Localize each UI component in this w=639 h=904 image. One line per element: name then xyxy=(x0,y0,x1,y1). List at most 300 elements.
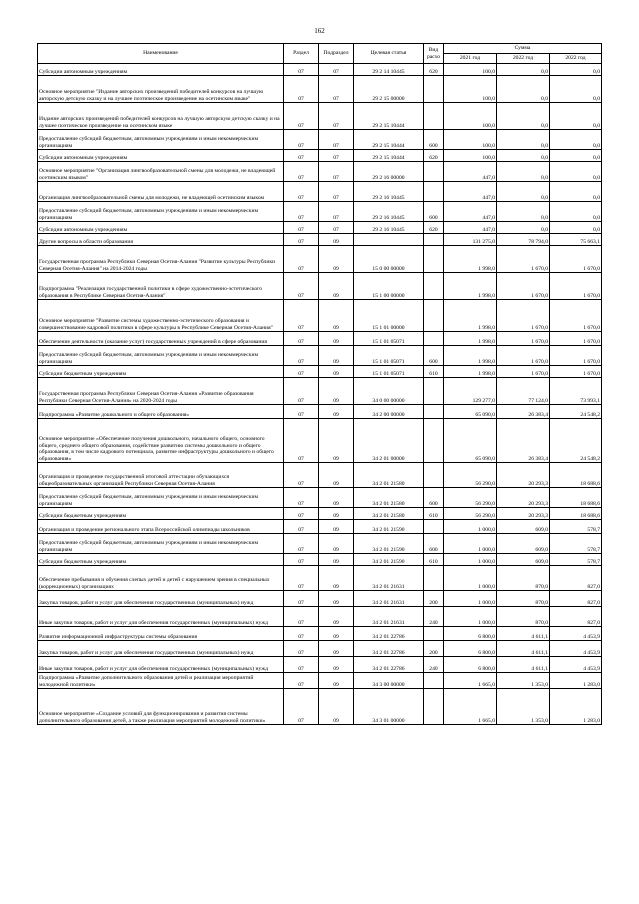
row-expense-type xyxy=(424,520,444,534)
row-sum-2022-b: 578,7 xyxy=(550,520,602,534)
row-sum-2021: 131 275,0 xyxy=(444,234,497,246)
row-sum-2021: 100,0 xyxy=(444,150,497,162)
row-sum-2021: 65 090,0 xyxy=(444,405,497,419)
row-sum-2022: 609,0 xyxy=(497,554,550,566)
row-section: 07 xyxy=(284,366,319,378)
row-expense-type: 620 xyxy=(424,150,444,162)
row-sum-2021: 6 800,0 xyxy=(444,657,497,673)
row-expense-type: 600 xyxy=(424,488,444,508)
row-name: Закупка товаров, работ и услуг для обеспечения государственных (муниципальных) нужд xyxy=(38,591,284,607)
row-sum-2021: 447,0 xyxy=(444,162,497,182)
row-sum-2021: 447,0 xyxy=(444,222,497,234)
table-row xyxy=(38,273,602,300)
row-sum-2022-b: 4 453,9 xyxy=(550,641,602,657)
row-expense-type xyxy=(424,234,444,246)
header-subsection: Подраздел xyxy=(319,44,354,64)
row-section: 07 xyxy=(284,641,319,657)
row-sum-2022: 0,0 xyxy=(497,64,550,76)
row-sum-2022: 0,0 xyxy=(497,150,550,162)
row-sum-2022-b: 0,0 xyxy=(550,162,602,182)
row-sum-2022-b: 75 663,1 xyxy=(550,234,602,246)
row-name: Организация лингвообразовательной смены для молодежи, не владеющей осетинским языком xyxy=(38,182,284,202)
row-section: 07 xyxy=(284,405,319,419)
row-section: 07 xyxy=(284,566,319,591)
row-name: Основное мероприятие «Создание условий для функционирования и развития системы дополнительного образования детей, а также реализация мероприятий молодежной политики» xyxy=(38,689,284,725)
row-section: 07 xyxy=(284,130,319,150)
row-sum-2022: 1 670,0 xyxy=(497,246,550,273)
row-sum-2022-b: 24 548,2 xyxy=(550,419,602,463)
row-target-article: 29 2 15 00000 xyxy=(354,76,424,103)
row-section: 07 xyxy=(284,534,319,554)
row-expense-type xyxy=(424,689,444,725)
table-row xyxy=(38,463,602,488)
row-name: Подпрограмма «Развитие дошкольного и общего образования» xyxy=(38,405,284,419)
row-sum-2022: 1 670,0 xyxy=(497,332,550,346)
row-subsection: 09 xyxy=(319,405,354,419)
row-sum-2022: 870,0 xyxy=(497,591,550,607)
row-target-article: 34 2 01 22786 xyxy=(354,627,424,641)
row-expense-type xyxy=(424,378,444,405)
row-target-article: 34 2 01 21631 xyxy=(354,566,424,591)
row-subsection: 07 xyxy=(319,76,354,103)
table-row xyxy=(38,419,602,463)
table-row xyxy=(38,488,602,508)
row-expense-type: 610 xyxy=(424,554,444,566)
row-subsection: 09 xyxy=(319,591,354,607)
row-section: 07 xyxy=(284,378,319,405)
row-section: 07 xyxy=(284,419,319,463)
row-section: 07 xyxy=(284,657,319,673)
row-expense-type: 600 xyxy=(424,346,444,366)
row-sum-2021: 100,0 xyxy=(444,103,497,130)
row-sum-2021: 1 000,0 xyxy=(444,591,497,607)
row-sum-2022-b: 73 993,1 xyxy=(550,378,602,405)
row-name: Организация и проведение регионального этапа Всероссийской олимпиады школьников xyxy=(38,520,284,534)
row-target-article: 15 1 01 05071 xyxy=(354,332,424,346)
row-target-article: 29 2 16 10445 xyxy=(354,222,424,234)
row-name: Предоставление субсидий бюджетным, автономным учреждениям и иным некоммерческим организациям xyxy=(38,130,284,150)
table-row xyxy=(38,607,602,627)
row-expense-type xyxy=(424,103,444,130)
row-sum-2022-b: 0,0 xyxy=(550,150,602,162)
row-sum-2022-b: 1 670,0 xyxy=(550,332,602,346)
row-subsection: 09 xyxy=(319,689,354,725)
row-sum-2022: 0,0 xyxy=(497,162,550,182)
row-subsection: 07 xyxy=(319,162,354,182)
table-row xyxy=(38,641,602,657)
row-sum-2022-b: 0,0 xyxy=(550,222,602,234)
row-sum-2021: 1 665,0 xyxy=(444,689,497,725)
row-sum-2022: 20 293,3 xyxy=(497,463,550,488)
row-sum-2022: 0,0 xyxy=(497,182,550,202)
row-sum-2021: 6 800,0 xyxy=(444,627,497,641)
row-section: 07 xyxy=(284,76,319,103)
table-row xyxy=(38,520,602,534)
row-name: Основное мероприятие "Издание авторских произведений победителей конкурсов на лучшую авторскую детскую сказку и на лучшее поэтическое произведение на осетинском языке" xyxy=(38,76,284,103)
row-subsection: 09 xyxy=(319,366,354,378)
row-expense-type xyxy=(424,463,444,488)
row-sum-2022-b: 18 688,6 xyxy=(550,508,602,520)
row-name: Субсидии автономным учреждениям xyxy=(38,64,284,76)
row-section: 07 xyxy=(284,202,319,222)
header-section: Раздел xyxy=(284,44,319,64)
table-row xyxy=(38,534,602,554)
row-subsection: 09 xyxy=(319,463,354,488)
row-subsection: 09 xyxy=(319,534,354,554)
row-section: 07 xyxy=(284,673,319,689)
row-expense-type xyxy=(424,300,444,332)
header-expense-type: Вид расхо xyxy=(424,44,444,64)
row-name: Государственная программа Республики Северная Осетия-Алания «Развитие образования Республики Северная Осетия-Алания» на 2020-2024 годы xyxy=(38,378,284,405)
row-subsection: 09 xyxy=(319,554,354,566)
row-target-article: 34 2 01 21590 xyxy=(354,534,424,554)
row-sum-2022: 0,0 xyxy=(497,103,550,130)
table-row xyxy=(38,591,602,607)
row-sum-2021: 129 277,0 xyxy=(444,378,497,405)
row-target-article: 15 1 01 05071 xyxy=(354,346,424,366)
row-sum-2022-b: 827,0 xyxy=(550,607,602,627)
row-section: 07 xyxy=(284,273,319,300)
table-row xyxy=(38,627,602,641)
table-row xyxy=(38,64,602,76)
row-sum-2022-b: 18 688,6 xyxy=(550,463,602,488)
table-row xyxy=(38,405,602,419)
row-subsection: 07 xyxy=(319,64,354,76)
row-target-article xyxy=(354,234,424,246)
row-sum-2021: 1 998,0 xyxy=(444,332,497,346)
table-row xyxy=(38,366,602,378)
row-expense-type: 200 xyxy=(424,641,444,657)
row-sum-2021: 1 998,0 xyxy=(444,273,497,300)
row-sum-2021: 1 000,0 xyxy=(444,520,497,534)
row-sum-2022: 870,0 xyxy=(497,566,550,591)
table-row xyxy=(38,332,602,346)
row-section: 07 xyxy=(284,591,319,607)
row-sum-2022: 1 353,0 xyxy=(497,673,550,689)
row-sum-2022: 26 383,4 xyxy=(497,419,550,463)
row-target-article: 29 2 15 10444 xyxy=(354,103,424,130)
header-year-2021: 2021 год xyxy=(444,54,497,64)
row-sum-2022: 1 670,0 xyxy=(497,273,550,300)
row-expense-type xyxy=(424,419,444,463)
row-target-article: 34 2 01 21580 xyxy=(354,508,424,520)
row-expense-type xyxy=(424,627,444,641)
row-sum-2022-b: 0,0 xyxy=(550,202,602,222)
row-name: Обеспечение деятельности (оказание услуг) государственных учреждений в сфере образования xyxy=(38,332,284,346)
table-row xyxy=(38,103,602,130)
row-sum-2022-b: 827,0 xyxy=(550,566,602,591)
row-target-article: 34 0 00 00000 xyxy=(354,378,424,405)
row-sum-2022: 1 670,0 xyxy=(497,366,550,378)
row-subsection: 09 xyxy=(319,378,354,405)
row-section: 07 xyxy=(284,508,319,520)
table-row xyxy=(38,566,602,591)
row-subsection: 09 xyxy=(319,273,354,300)
row-expense-type: 620 xyxy=(424,64,444,76)
row-target-article: 29 2 16 10445 xyxy=(354,182,424,202)
row-section: 07 xyxy=(284,162,319,182)
row-sum-2021: 1 998,0 xyxy=(444,246,497,273)
row-expense-type: 600 xyxy=(424,202,444,222)
row-target-article: 34 2 01 00000 xyxy=(354,419,424,463)
row-target-article: 29 2 14 10445 xyxy=(354,64,424,76)
header-target-article: Целевая статья xyxy=(354,44,424,64)
row-sum-2021: 100,0 xyxy=(444,130,497,150)
row-sum-2022-b: 4 453,9 xyxy=(550,657,602,673)
table-row xyxy=(38,162,602,182)
row-expense-type xyxy=(424,76,444,103)
row-subsection: 09 xyxy=(319,346,354,366)
row-name: Обеспечение пребывания и обучения слепых детей и детей с нарушением зрения в специальных (коррекционных) организациях xyxy=(38,566,284,591)
table-row xyxy=(38,300,602,332)
row-target-article: 15 1 01 05071 xyxy=(354,366,424,378)
row-target-article: 34 2 01 22786 xyxy=(354,641,424,657)
row-subsection: 07 xyxy=(319,222,354,234)
table-row xyxy=(38,246,602,273)
row-section: 07 xyxy=(284,627,319,641)
row-target-article: 15 1 00 00000 xyxy=(354,273,424,300)
row-name: Субсидии бюджетным учреждениям xyxy=(38,508,284,520)
row-sum-2022-b: 1 670,0 xyxy=(550,300,602,332)
row-subsection: 09 xyxy=(319,508,354,520)
row-section: 07 xyxy=(284,463,319,488)
row-sum-2022-b: 0,0 xyxy=(550,130,602,150)
row-sum-2021: 100,0 xyxy=(444,76,497,103)
row-target-article: 29 2 16 10445 xyxy=(354,202,424,222)
row-target-article: 15 1 01 00000 xyxy=(354,300,424,332)
row-subsection: 09 xyxy=(319,673,354,689)
row-sum-2022-b: 24 548,2 xyxy=(550,405,602,419)
row-sum-2022-b: 578,7 xyxy=(550,534,602,554)
row-target-article: 34 3 00 00000 xyxy=(354,673,424,689)
row-sum-2021: 1 000,0 xyxy=(444,534,497,554)
row-target-article: 34 2 01 21631 xyxy=(354,591,424,607)
row-expense-type xyxy=(424,566,444,591)
row-expense-type: 610 xyxy=(424,508,444,520)
row-sum-2021: 1 000,0 xyxy=(444,566,497,591)
row-subsection: 09 xyxy=(319,520,354,534)
row-section: 07 xyxy=(284,346,319,366)
row-target-article: 34 2 01 21580 xyxy=(354,488,424,508)
row-sum-2021: 1 000,0 xyxy=(444,607,497,627)
row-target-article: 29 2 15 10444 xyxy=(354,150,424,162)
table-row xyxy=(38,234,602,246)
row-expense-type: 240 xyxy=(424,657,444,673)
row-name: Предоставление субсидий бюджетным, автономным учреждениям и иным некоммерческим организациям xyxy=(38,346,284,366)
row-sum-2022: 20 293,3 xyxy=(497,488,550,508)
row-sum-2021: 1 998,0 xyxy=(444,300,497,332)
row-section: 07 xyxy=(284,607,319,627)
row-expense-type: 200 xyxy=(424,591,444,607)
row-name: Иные закупки товаров, работ и услуг для обеспечения государственных (муниципальных) нужд xyxy=(38,607,284,627)
row-subsection: 07 xyxy=(319,182,354,202)
row-name: Другие вопросы в области образования xyxy=(38,234,284,246)
row-expense-type xyxy=(424,673,444,689)
row-sum-2022: 4 611,1 xyxy=(497,641,550,657)
header-name: Наименование xyxy=(38,44,284,64)
row-sum-2022-b: 0,0 xyxy=(550,103,602,130)
table-row xyxy=(38,378,602,405)
row-name: Подпрограмма "Реализация государственной политики в сфере художественно-эстетического образования в Республике Северная Осетия-Алания" xyxy=(38,273,284,300)
row-sum-2022: 1 670,0 xyxy=(497,346,550,366)
budget-table xyxy=(37,43,602,725)
row-sum-2022-b: 827,0 xyxy=(550,591,602,607)
row-subsection: 09 xyxy=(319,234,354,246)
row-target-article: 29 2 16 00000 xyxy=(354,162,424,182)
row-sum-2022: 870,0 xyxy=(497,607,550,627)
row-sum-2022: 26 383,4 xyxy=(497,405,550,419)
row-sum-2022-b: 0,0 xyxy=(550,64,602,76)
row-sum-2021: 100,0 xyxy=(444,64,497,76)
row-sum-2021: 1 665,0 xyxy=(444,673,497,689)
table-row xyxy=(38,182,602,202)
table-row xyxy=(38,554,602,566)
row-section: 07 xyxy=(284,64,319,76)
table-row xyxy=(38,346,602,366)
row-sum-2022-b: 1 670,0 xyxy=(550,273,602,300)
row-sum-2022: 609,0 xyxy=(497,534,550,554)
table-row xyxy=(38,130,602,150)
row-sum-2021: 56 290,0 xyxy=(444,508,497,520)
table-row xyxy=(38,150,602,162)
row-section: 07 xyxy=(284,150,319,162)
row-sum-2022: 78 794,0 xyxy=(497,234,550,246)
header-year-2022: 2022 год xyxy=(497,54,550,64)
row-sum-2022: 77 124,0 xyxy=(497,378,550,405)
row-sum-2022: 1 353,0 xyxy=(497,689,550,725)
row-target-article: 29 2 15 10444 xyxy=(354,130,424,150)
row-subsection: 07 xyxy=(319,130,354,150)
row-section: 07 xyxy=(284,300,319,332)
row-name: Субсидии бюджетным учреждениям xyxy=(38,554,284,566)
row-sum-2022-b: 1 670,0 xyxy=(550,346,602,366)
row-target-article: 34 2 01 21590 xyxy=(354,520,424,534)
row-section: 07 xyxy=(284,332,319,346)
row-expense-type: 240 xyxy=(424,607,444,627)
table-row xyxy=(38,76,602,103)
row-expense-type xyxy=(424,162,444,182)
row-sum-2022-b: 0,0 xyxy=(550,182,602,202)
row-name: Организация и проведение государственной итоговой аттестации обучающихся общеобразовательных организаций Республики Северная Осетия-Алания xyxy=(38,463,284,488)
row-target-article: 34 2 01 22786 xyxy=(354,657,424,673)
row-name: Иные закупки товаров, работ и услуг для обеспечения государственных (муниципальных) нужд xyxy=(38,657,284,673)
row-sum-2022: 609,0 xyxy=(497,520,550,534)
row-expense-type xyxy=(424,273,444,300)
row-name: Основное мероприятие "Организация лингвообразовательной смены для молодежи, не владеющей осетинским языком" xyxy=(38,162,284,182)
row-sum-2021: 56 290,0 xyxy=(444,463,497,488)
row-section: 07 xyxy=(284,520,319,534)
row-sum-2021: 6 800,0 xyxy=(444,641,497,657)
page-number: 162 xyxy=(314,27,325,35)
row-name: Предоставление субсидий бюджетным, автономным учреждениям и иным некоммерческим организациям xyxy=(38,202,284,222)
row-sum-2022: 0,0 xyxy=(497,222,550,234)
row-section: 07 xyxy=(284,689,319,725)
row-sum-2022-b: 0,0 xyxy=(550,76,602,103)
row-subsection: 09 xyxy=(319,300,354,332)
row-sum-2021: 1 000,0 xyxy=(444,554,497,566)
row-name: Государственная программа Республики Северная Осетия-Алания "Развитие культуры Республики Северная Осетия-Алания" на 2014-2024 годы xyxy=(38,246,284,273)
row-expense-type xyxy=(424,182,444,202)
row-subsection: 09 xyxy=(319,246,354,273)
row-target-article: 15 0 00 00000 xyxy=(354,246,424,273)
row-subsection: 07 xyxy=(319,202,354,222)
table-row xyxy=(38,689,602,725)
table-row xyxy=(38,657,602,673)
table-row xyxy=(38,508,602,520)
header-year-2022-b: 2022 год xyxy=(550,54,602,64)
row-sum-2022-b: 1 283,0 xyxy=(550,689,602,725)
row-section: 07 xyxy=(284,103,319,130)
row-subsection: 07 xyxy=(319,103,354,130)
table-row xyxy=(38,202,602,222)
row-target-article: 34 2 01 21580 xyxy=(354,463,424,488)
table-row xyxy=(38,222,602,234)
row-section: 07 xyxy=(284,222,319,234)
row-sum-2022: 4 611,1 xyxy=(497,627,550,641)
row-subsection: 09 xyxy=(319,627,354,641)
row-name: Издание авторских произведений победителей конкурсов на лучшую авторскую детскую сказку и на лучшее поэтическое произведение на осетинском языке xyxy=(38,103,284,130)
row-sum-2022-b: 1 670,0 xyxy=(550,246,602,273)
row-target-article: 34 2 01 21631 xyxy=(354,607,424,627)
row-subsection: 09 xyxy=(319,566,354,591)
row-sum-2022: 4 611,1 xyxy=(497,657,550,673)
row-section: 07 xyxy=(284,234,319,246)
row-name: Основное мероприятие "Развитие системы художественно-эстетического образования и совершенствование кадровой политики в сфере культуры в Республике Северная Осетия-Алания" xyxy=(38,300,284,332)
row-subsection: 09 xyxy=(319,332,354,346)
row-target-article: 34 3 01 00000 xyxy=(354,689,424,725)
row-name: Субсидии автономным учреждениям xyxy=(38,150,284,162)
row-expense-type xyxy=(424,332,444,346)
row-subsection: 09 xyxy=(319,488,354,508)
header-sum: Сумма xyxy=(444,44,602,54)
row-expense-type: 610 xyxy=(424,366,444,378)
row-subsection: 09 xyxy=(319,641,354,657)
table-row xyxy=(38,673,602,689)
row-expense-type xyxy=(424,405,444,419)
row-expense-type: 620 xyxy=(424,222,444,234)
row-sum-2022: 0,0 xyxy=(497,130,550,150)
row-name: Основное мероприятие «Обеспечение получения дошкольного, начального общего, основного общего, среднего общего образования, содействие развитию системы дошкольного и общего образования, в том числе кадрового потенциала, развитие инфраструктуры дошкольного и общего образования» xyxy=(38,419,284,463)
row-sum-2022: 0,0 xyxy=(497,76,550,103)
row-sum-2021: 1 998,0 xyxy=(444,366,497,378)
row-sum-2022-b: 1 670,0 xyxy=(550,366,602,378)
row-sum-2021: 447,0 xyxy=(444,182,497,202)
row-sum-2022-b: 1 283,0 xyxy=(550,673,602,689)
row-name: Субсидии автономным учреждениям xyxy=(38,222,284,234)
row-sum-2022: 20 293,3 xyxy=(497,508,550,520)
table-body xyxy=(38,64,602,725)
row-name: Предоставление субсидий бюджетным, автономным учреждениям и иным некоммерческим организациям xyxy=(38,488,284,508)
row-expense-type: 600 xyxy=(424,534,444,554)
row-name: Предоставление субсидий бюджетным, автономным учреждениям и иным некоммерческим организациям xyxy=(38,534,284,554)
row-sum-2021: 65 090,0 xyxy=(444,419,497,463)
row-subsection: 09 xyxy=(319,657,354,673)
row-subsection: 07 xyxy=(319,150,354,162)
row-expense-type: 600 xyxy=(424,130,444,150)
row-section: 07 xyxy=(284,182,319,202)
row-sum-2021: 447,0 xyxy=(444,202,497,222)
row-section: 07 xyxy=(284,488,319,508)
row-name: Закупка товаров, работ и услуг для обеспечения государственных (муниципальных) нужд xyxy=(38,641,284,657)
row-sum-2021: 1 998,0 xyxy=(444,346,497,366)
row-target-article: 34 2 00 00000 xyxy=(354,405,424,419)
row-sum-2022: 0,0 xyxy=(497,202,550,222)
row-sum-2021: 56 290,0 xyxy=(444,488,497,508)
row-section: 07 xyxy=(284,246,319,273)
row-target-article: 34 2 01 21590 xyxy=(354,554,424,566)
row-expense-type xyxy=(424,246,444,273)
row-sum-2022-b: 4 453,9 xyxy=(550,627,602,641)
